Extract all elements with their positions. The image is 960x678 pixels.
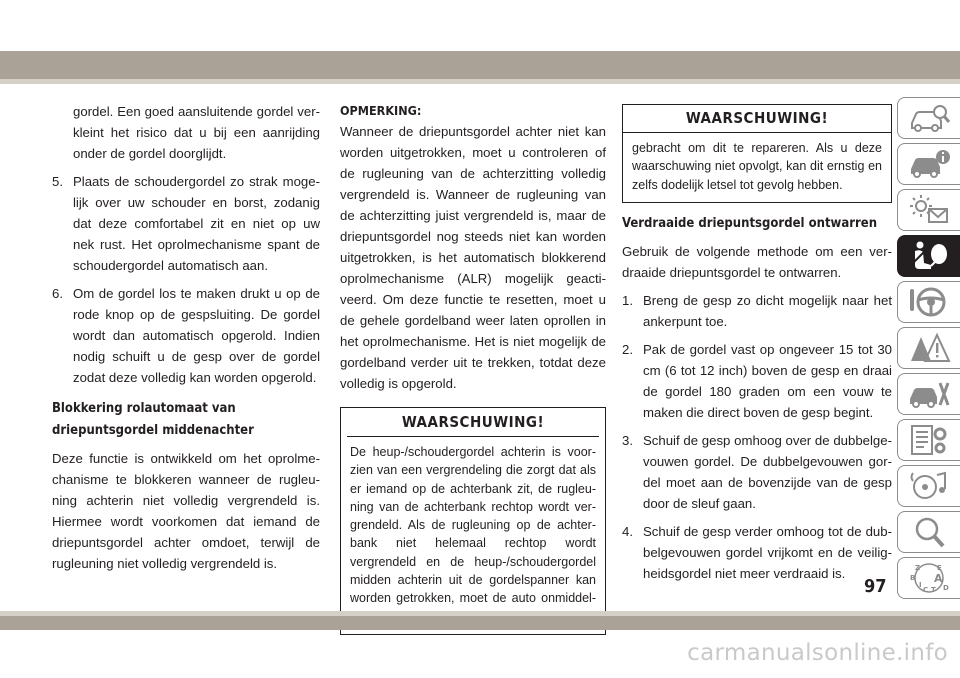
car-search-icon (907, 101, 951, 135)
tab-alphabet-index[interactable] (897, 557, 960, 599)
list-item-number: 1. (622, 292, 633, 308)
svg-text:A: A (934, 572, 943, 585)
warning-box (340, 407, 606, 635)
alphabet-index-icon (907, 561, 951, 595)
top-band (0, 51, 960, 79)
section-paragraph: Deze functie is ontwikkeld om het oprolme-chanisme te blokkeren wanneer de rugleu-ning achterin niet volledig vergrendeld is. Hiermee wordt voorkomen dat iemand de driepuntsgordel achter omdoet, terwijl de rugleuning niet volledig vergrendeld is. (52, 451, 320, 571)
list-item-number: 5. (52, 174, 63, 189)
tab-magnifier[interactable] (897, 511, 960, 553)
light-message-icon (907, 193, 951, 227)
list-item-number: 2. (622, 341, 633, 357)
tab-warning-road[interactable] (897, 327, 960, 369)
list-item (622, 430, 892, 514)
tab-car-search[interactable] (897, 97, 960, 139)
list-item-number: 4. (622, 523, 633, 539)
svg-text:T: T (931, 586, 936, 594)
column-right (622, 101, 892, 584)
multimedia-icon (907, 469, 951, 503)
warning-title: WAARSCHUWING! (685, 109, 829, 127)
magnifier-icon (907, 515, 951, 549)
svg-text:Z: Z (915, 564, 921, 572)
tab-car-info[interactable] (897, 143, 960, 185)
warning-text: De heup-/schoudergordel achterin is voor-zien van een vergrendeling die zorgt dat als er iemand op de achterbank zit, de rugleu-ning van de achterbank rechtop wordt ver-grendeld. Als de rugleuning op de achter-bank niet helemaal rechtop wordt vergrendeld en de heup-/schoudergordel midden achterin uit de gordelspanner kan worden getrokken, moet de auto onmiddel- (350, 445, 596, 606)
tab-light-message[interactable] (897, 189, 960, 231)
section-heading: Blokkering rolautomaat van driepuntsgordel middenachter (52, 401, 254, 438)
steering-wheel-icon (907, 285, 951, 319)
warning-road-icon (907, 331, 951, 365)
list-item (622, 339, 892, 423)
list-item-number: 6. (52, 286, 63, 301)
intro-paragraph: gordel. Een goed aansluitende gordel ver-kleint het risico dat u bij een aanrijding onder de gordel doorglijdt. (73, 104, 320, 161)
list-item-text: Om de gordel los te maken drukt u op de rode knop op de gespsluiting. De gordel wordt dan automatisch opgerold. Indien nodig schuift u de gesp over de gordel zodat deze volledig kan worden opgerold. (73, 286, 320, 385)
page-number: 97 (864, 576, 887, 597)
svg-text:D: D (943, 584, 949, 592)
car-info-icon (907, 147, 951, 181)
list-item-text: Breng de gesp zo dicht mogelijk naar het ankerpunt toe. (643, 292, 892, 329)
list-item-number: 3. (622, 432, 633, 448)
warning-title: WAARSCHUWING! (347, 408, 599, 437)
tab-seatbelt-airbag[interactable] (897, 235, 960, 277)
list-item-text: Pak de gordel vast op ongeveer 15 tot 30 cm (6 tot 12 inch) boven de gesp en draai de gordel 180 graden om een vouw te maken die direct boven de gesp begint. (643, 341, 892, 420)
tab-multimedia[interactable] (897, 465, 960, 507)
note-heading: OPMERKING: (340, 103, 422, 118)
section-heading: Verdraaide driepuntsgordel ontwarren (622, 215, 878, 231)
warning-box-continued (622, 104, 892, 203)
column-left (52, 101, 320, 574)
list-item (622, 521, 892, 584)
list-item-text: Schuif de gesp verder omhoog tot de dub-belgevouwen gordel vrijkomt en de veilig-heidsgordel niet meer verdraaid is. (643, 523, 892, 581)
maintenance-list-icon (907, 423, 951, 457)
list-item (52, 283, 320, 388)
svg-text:C: C (923, 586, 929, 594)
section-intro: Gebruik de volgende methode om een ver-draaide driepuntsgordel te ontwarren. (622, 243, 892, 280)
svg-text:I: I (919, 581, 922, 589)
tab-steering-wheel[interactable] (897, 281, 960, 323)
note-text: Wanneer de driepuntsgordel achter niet kan worden uitgetrokken, moet u controleren of de rugleuning van de achterzitting volledig vergrendeld is. Wanneer de rugleuning van de achterzitting juist vergrendeld is, maar de driepuntsgordel nog steeds niet kan worden uitgetrokken, is het automatisch blokkerend oprolmechanisme (ALR) mogelijk geacti-veerd. Om deze functie te resetten, moet u de gehele gordelband weer laten oprollen in het oprolmechanisme. Het is niet mogelijk de gordelband verder uit te trekken, totdat deze volledig is opgerold. (340, 124, 606, 391)
column-middle (340, 101, 606, 635)
svg-text:E: E (937, 564, 942, 572)
list-item (622, 290, 892, 332)
watermark: carmanualsonline.info (687, 640, 948, 666)
svg-text:B: B (910, 574, 916, 582)
top-band-light (0, 79, 960, 84)
warning-text: gebracht om dit te repareren. Als u deze waarschuwing niet opvolgt, kan dit ernstig en zelfs dodelijk letsel tot gevolg hebben. (623, 132, 891, 202)
tab-car-tools[interactable] (897, 373, 960, 415)
list-item-text: Plaats de schoudergordel zo strak moge-lijk over uw schouder en borst, zodanig dat deze comfortabel zit en niet op uw nek rust. Het oprolmechanisme spant de schoudergordel automatisch aan. (73, 174, 320, 273)
list-item-text: Schuif de gesp omhoog over de dubbelge-vouwen gordel. De dubbelgevouwen gor-del moet aan de bovenzijde van de gesp door de sleuf gaan. (643, 432, 892, 511)
bottom-band (0, 616, 960, 630)
list-item (52, 171, 320, 276)
seatbelt-airbag-icon (907, 239, 951, 273)
tab-maintenance-list[interactable] (897, 419, 960, 461)
car-tools-icon (907, 377, 951, 411)
